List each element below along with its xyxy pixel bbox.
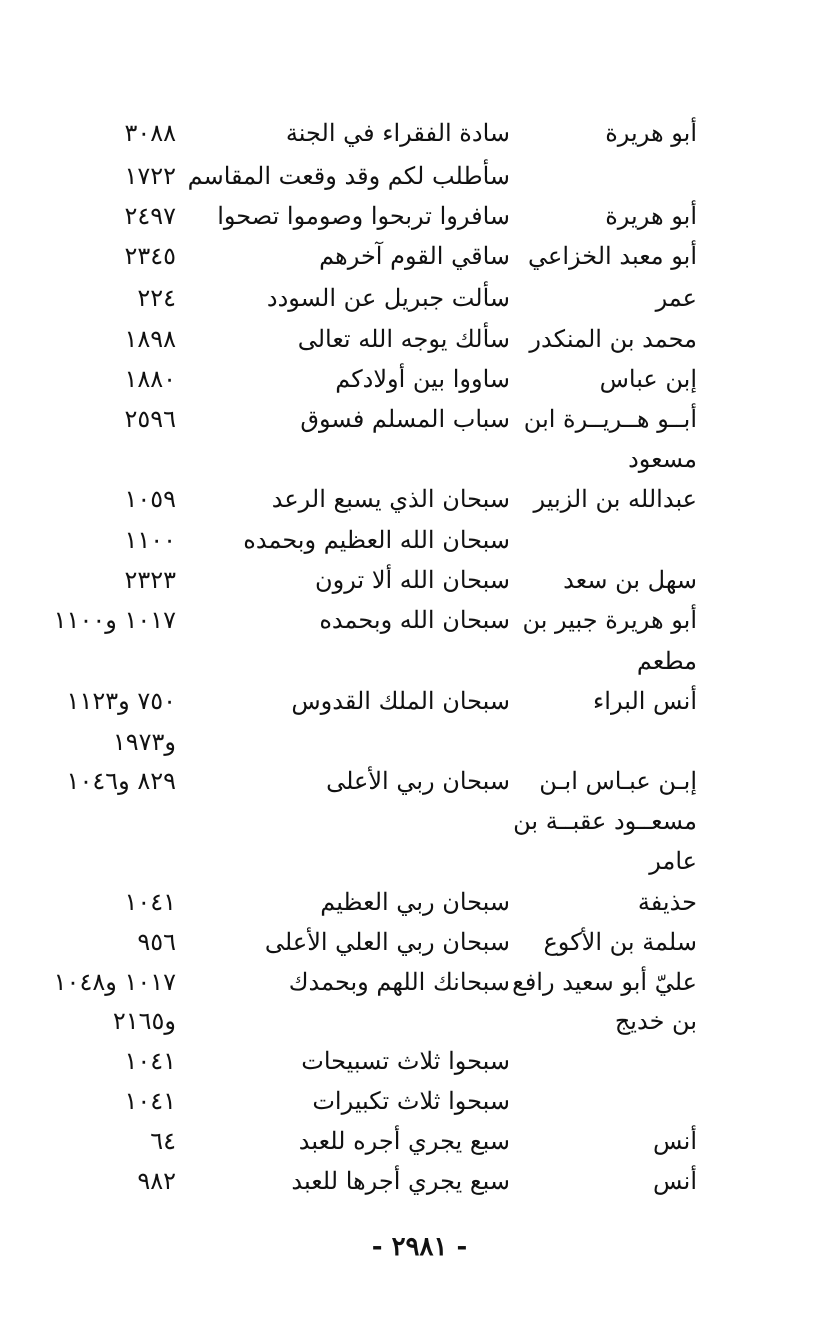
hadith-cell: سباب المسلم فسوق bbox=[300, 405, 510, 433]
hadith-cell: سألك يوجه الله تعالى bbox=[297, 325, 510, 353]
hadith-cell: سبحان ربي العلي الأعلى bbox=[264, 928, 510, 956]
page-number: - ٢٩٨١ - bbox=[371, 1232, 468, 1262]
reference-cell: ٢٥٩٦ bbox=[124, 405, 176, 433]
narrator-cell: إبن عباس bbox=[599, 365, 697, 393]
reference-cell: ١٠١٧ و١٠٤٨ bbox=[53, 968, 176, 996]
narrator-cell: إبـن عبـاس ابـن bbox=[539, 767, 697, 795]
narrator-cell: مسعــود عقبــة بن bbox=[513, 807, 697, 835]
narrator-cell: أنس bbox=[653, 1127, 697, 1155]
hadith-cell: ساووا بين أولادكم bbox=[335, 365, 510, 393]
narrator-cell: أنس bbox=[653, 1167, 697, 1195]
reference-cell: ٢٣٢٣ bbox=[124, 566, 176, 594]
reference-cell: ١٠٤١ bbox=[124, 1047, 176, 1075]
hadith-cell: سبع يجري أجره للعبد bbox=[298, 1127, 510, 1155]
hadith-cell: سبحانك اللهم وبحمدك bbox=[288, 968, 510, 996]
narrator-cell: بن خديج bbox=[614, 1007, 697, 1035]
reference-cell: ١٠٤١ bbox=[124, 1087, 176, 1115]
narrator-cell: مطعم bbox=[636, 647, 697, 675]
reference-cell: ٩٨٢ bbox=[137, 1167, 176, 1195]
narrator-cell: محمد بن المنكدر bbox=[529, 325, 697, 353]
reference-cell: ١٠١٧ و١١٠٠ bbox=[53, 606, 176, 634]
hadith-cell: سادة الفقراء في الجنة bbox=[285, 119, 510, 147]
reference-cell: ١١٠٠ bbox=[124, 526, 176, 554]
narrator-cell: عبدالله بن الزبير bbox=[533, 485, 697, 513]
hadith-cell: سبحان الذي يسبع الرعد bbox=[271, 485, 510, 513]
hadith-cell: سألت جبريل عن السودد bbox=[266, 284, 510, 312]
reference-cell: ٦٤ bbox=[150, 1127, 176, 1155]
reference-cell: ١٨٩٨ bbox=[124, 325, 176, 353]
hadith-cell: ساقي القوم آخرهم bbox=[319, 242, 510, 270]
narrator-cell: عامر bbox=[649, 847, 697, 875]
hadith-cell: سبحوا ثلاث تكبيرات bbox=[312, 1087, 510, 1115]
hadith-cell: سبحان الله وبحمده bbox=[319, 606, 510, 634]
reference-cell: ١٨٨٠ bbox=[124, 365, 176, 393]
reference-cell: ٢٤٩٧ bbox=[124, 202, 176, 230]
hadith-cell: سبحان الله العظيم وبحمده bbox=[243, 526, 510, 554]
reference-cell: ٨٢٩ و١٠٤٦ bbox=[66, 767, 176, 795]
reference-cell: ٩٥٦ bbox=[137, 928, 176, 956]
narrator-cell: أبــو هــريــرة ابن bbox=[523, 405, 697, 433]
hadith-cell: سبحان ربي العظيم bbox=[320, 888, 510, 916]
narrator-cell: أبو معبد الخزاعي bbox=[528, 242, 697, 270]
narrator-cell: أبو هريرة bbox=[605, 202, 697, 230]
reference-cell: ١٠٤١ bbox=[124, 888, 176, 916]
reference-cell: و٢١٦٥ bbox=[112, 1007, 176, 1035]
hadith-cell: سأطلب لكم وقد وقعت المقاسم bbox=[187, 162, 510, 190]
reference-cell: ٧٥٠ و١١٢٣ bbox=[66, 687, 176, 715]
hadith-cell: سبحوا ثلاث تسبيحات bbox=[301, 1047, 510, 1075]
reference-cell: و١٩٧٣ bbox=[112, 728, 176, 756]
hadith-cell: سبع يجري أجرها للعبد bbox=[291, 1167, 510, 1195]
hadith-cell: سبحان الله ألا ترون bbox=[315, 566, 510, 594]
narrator-cell: عليّ أبو سعيد رافع bbox=[512, 968, 697, 996]
narrator-cell: سلمة بن الأكوع bbox=[543, 928, 697, 956]
reference-cell: ٢٢٤ bbox=[137, 284, 176, 312]
hadith-cell: سافروا تربحوا وصوموا تصحوا bbox=[217, 202, 510, 230]
reference-cell: ٢٣٤٥ bbox=[124, 242, 176, 270]
reference-cell: ١٧٢٢ bbox=[124, 162, 176, 190]
narrator-cell: أنس البراء bbox=[593, 687, 697, 715]
narrator-cell: عمر bbox=[655, 284, 697, 312]
reference-cell: ١٠٥٩ bbox=[124, 485, 176, 513]
narrator-cell: سهل بن سعد bbox=[563, 566, 697, 594]
hadith-cell: سبحان ربي الأعلى bbox=[326, 767, 510, 795]
narrator-cell: حذيفة bbox=[637, 888, 697, 916]
narrator-cell: أبو هريرة جبير بن bbox=[522, 606, 697, 634]
narrator-cell: أبو هريرة bbox=[605, 119, 697, 147]
hadith-cell: سبحان الملك القدوس bbox=[291, 687, 510, 715]
reference-cell: ٣٠٨٨ bbox=[124, 119, 176, 147]
narrator-cell: مسعود bbox=[628, 445, 697, 473]
